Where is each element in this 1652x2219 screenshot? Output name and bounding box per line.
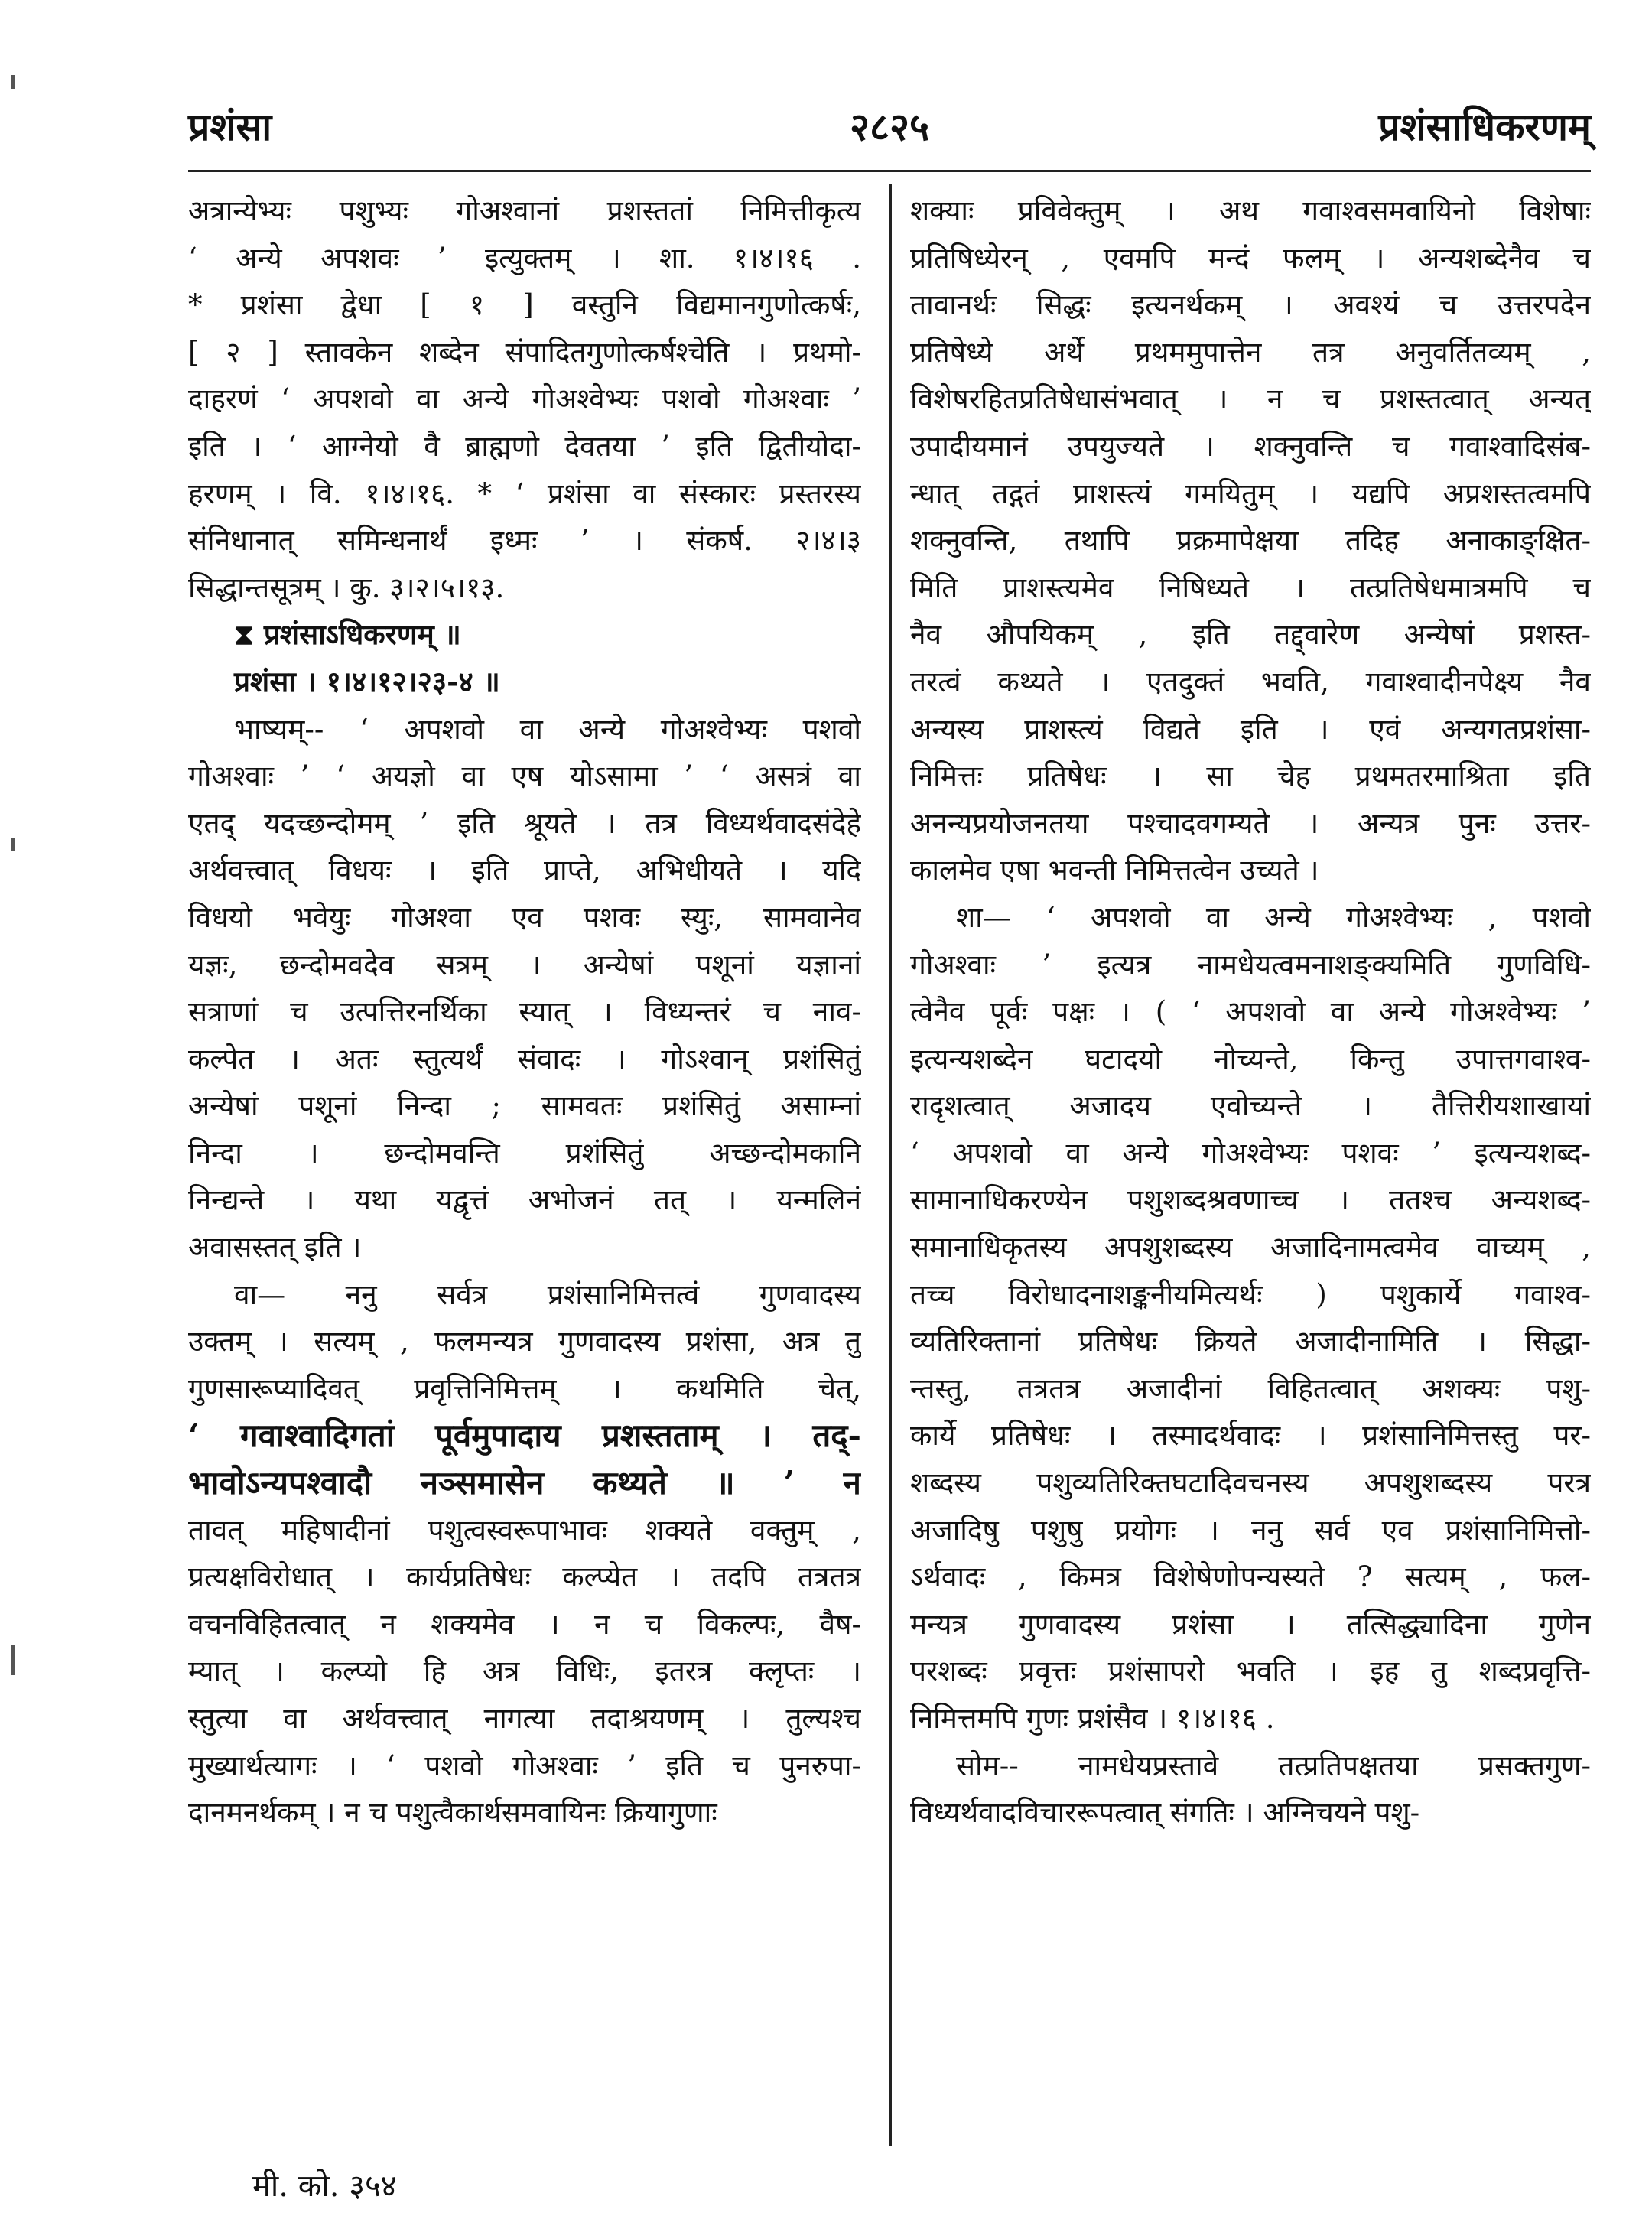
right-column-line: रादृशत्वात् अजादय एवोच्यन्ते । तैत्तिरीयशाखायां — [910, 1089, 1591, 1123]
left-column-line: ⧗ प्रशंसाऽधिकरणम् ॥ — [234, 617, 461, 652]
left-column-line: एतद् यदच्छन्दोमम् ’ इति श्रूयते । तत्र विध्यर्थवादसंदेहे — [188, 806, 861, 840]
left-column-line: यज्ञः, छन्दोमवदेव सत्रम् । अन्येषां पशूनां यज्ञानां — [188, 948, 861, 981]
header-left-title: प्रशंसा — [188, 104, 272, 149]
left-column-line: भाष्यम्-- ‘ अपशवो वा अन्ये गोअश्वेभ्यः पशवो — [234, 712, 861, 746]
right-column-line: शक्याः प्रविवेक्तुम् । अथ गवाश्वसमवायिनो विशेषाः — [910, 194, 1591, 227]
left-column-line: प्रत्यक्षविरोधात् । कार्यप्रतिषेधः कल्प्येत । तदपि तत्रतत्र — [188, 1560, 861, 1594]
scan-mark — [11, 838, 15, 851]
page-number: २८२५ — [850, 104, 929, 149]
left-column-line: सिद्धान्तसूत्रम् । कु. ३।२।५।१३. — [188, 571, 505, 604]
left-column-line: संनिधानात् समिन्धनार्थं इध्मः ’ । संकर्ष. २।४।३ — [188, 524, 861, 558]
right-column-line: नैव औपयिकम् , इति तद्द्वारेण अन्येषां प्रशस्त- — [910, 618, 1591, 652]
right-column-line: शक्नुवन्ति, तथापि प्रक्रमापेक्षया तदिह अनाकाङ्क्षित- — [910, 524, 1591, 558]
left-column-line: तावत् महिषादीनां पशुत्वस्वरूपाभावः शक्यते वक्तुम् , — [188, 1513, 861, 1547]
left-column-line: वचनविहितत्वात् न शक्यमेव । न च विकल्पः, वैष- — [188, 1607, 861, 1641]
header-rule — [188, 170, 1591, 172]
left-column-line: वा— ननु सर्वत्र प्रशंसानिमित्तत्वं गुणवादस्य — [234, 1277, 861, 1311]
right-column-line: निमित्तः प्रतिषेधः । सा चेह प्रथमतरमाश्रिता इति — [910, 760, 1591, 793]
left-column-line: विधयो भवेयुः गोअश्वा एव पशवः स्युः, सामवानेव — [188, 900, 861, 934]
right-column-line: निमित्तमपि गुणः प्रशंसैव । १।४।१६ . — [910, 1702, 1275, 1735]
right-column-line: विशेषरहितप्रतिषेधासंभवात् । न च प्रशस्तत्वात् अन्यत् — [910, 382, 1591, 416]
right-column-line: इत्यन्यशब्देन घटादयो नोच्यन्ते, किन्तु उपात्तगवाश्व- — [910, 1042, 1591, 1075]
right-column-line: मिति प्राशस्त्यमेव निषिध्यते । तत्प्रतिषेधमात्रमपि च — [910, 571, 1591, 604]
scan-mark — [11, 75, 15, 89]
left-column-line: सत्राणां च उत्पत्तिरनर्थिका स्यात् । विध्यन्तरं च नाव- — [188, 995, 861, 1029]
left-column-line: दानमनर्थकम् । न च पशुत्वैकार्थसमवायिनः क्रियागुणाः — [188, 1796, 717, 1830]
running-header — [188, 99, 1591, 168]
column-divider — [889, 184, 892, 2146]
left-column-line: उक्तम् । सत्यम् , फलमन्यत्र गुणवादस्य प्रशंसा, अत्र तु — [188, 1325, 861, 1358]
left-column-line: भावोऽन्यपश्वादौ नञ्समासेन कथ्यते ॥ ’ न — [188, 1464, 861, 1502]
right-column-line: कार्ये प्रतिषेधः । तस्मादर्थवादः । प्रशंसानिमित्तस्तु पर- — [910, 1419, 1591, 1453]
right-column-line: न्धात् तद्गतं प्राशस्त्यं गमयितुम् । यद्यपि अप्रशस्तत्वमपि — [910, 477, 1591, 510]
right-column-line: परशब्दः प्रवृत्तः प्रशंसापरो भवति । इह तु शब्दप्रवृत्ति- — [910, 1654, 1591, 1688]
right-column-line: व्यतिरिक्तानां प्रतिषेधः क्रियते अजादीनामिति । सिद्धा- — [910, 1325, 1591, 1358]
right-column-line: गोअश्वाः ’ इत्यत्र नामधेयत्वमनाशङ्क्यमिति गुणविधि- — [910, 948, 1591, 981]
right-column-line: उपादीयमानं उपयुज्यते । शक्नुवन्ति च गवाश्वादिसंब- — [910, 429, 1591, 463]
right-column-line: ‘ अपशवो वा अन्ये गोअश्वेभ्यः पशवः ’ इत्यन्यशब्द- — [910, 1136, 1591, 1170]
left-column-line: प्रशंसा । १।४।१२।२३-४ ॥ — [234, 664, 500, 698]
right-column-line: अन्यस्य प्राशस्त्यं विद्यते इति । एवं अन्यगतप्रशंसा- — [910, 712, 1591, 746]
left-column-line: अवासस्तत् इति । — [188, 1231, 362, 1264]
left-column-line: कल्पेत । अतः स्तुत्यर्थं संवादः । गोऽश्वान् प्रशंसितुं — [188, 1042, 861, 1075]
left-column-line: निन्दा । छन्दोमवन्ति प्रशंसितुं अच्छन्दोमकानि — [188, 1136, 861, 1170]
right-column-line: तरत्वं कथ्यते । एतदुक्तं भवति, गवाश्वादीनपेक्ष्य नैव — [910, 665, 1591, 698]
left-column-line: मुख्यार्थत्यागः । ‘ पशवो गोअश्वाः ’ इति च पुनरुपा- — [188, 1749, 861, 1782]
left-column-line: ‘ गवाश्वादिगतां पूर्वमुपादाय प्रशस्तताम् । तद्- — [188, 1417, 861, 1455]
header-right-title: प्रशंसाधिकरणम् — [1378, 104, 1591, 149]
left-column-line: हरणम् । वि. १।४।१६. * ‘ प्रशंसा वा संस्कारः प्रस्तरस्य — [188, 477, 861, 510]
left-column-line: दाहरणं ‘ अपशवो वा अन्ये गोअश्वेभ्यः पशवो गोअश्वाः ’ — [188, 382, 861, 416]
left-column-line: * प्रशंसा द्वेधा [ १ ] वस्तुनि विद्यमानगुणोत्कर्षः, — [188, 288, 861, 322]
right-column-line: तच्च विरोधादनाशङ्कनीयमित्यर्थः ) पशुकार्ये गवाश्व- — [910, 1277, 1591, 1311]
left-column-line: अन्येषां पशूनां निन्दा ; सामवतः प्रशंसितुं असाम्नां — [188, 1089, 861, 1123]
left-column-line: ‘ अन्ये अपशवः ’ इत्युक्तम् । शा. १।४।१६ . — [188, 241, 861, 275]
right-column-line: न्तस्तु, तत्रतत्र अजादीनां विहितत्वात् अशक्यः पशु- — [910, 1371, 1591, 1405]
right-column-line: शा— ‘ अपशवो वा अन्ये गोअश्वेभ्यः , पशवो — [956, 900, 1591, 934]
right-column-line: तावानर्थः सिद्धः इत्यनर्थकम् । अवश्यं च उत्तरपदेन — [910, 288, 1591, 322]
right-column — [910, 187, 1591, 1837]
right-column-line: ऽर्थवादः , किमत्र विशेषेणोपन्यस्यते ? सत्यम् , फल- — [910, 1560, 1591, 1594]
left-column — [188, 187, 861, 1837]
right-column-line: सामानाधिकरण्येन पशुशब्दश्रवणाच्च । ततश्च अन्यशब्द- — [910, 1183, 1591, 1217]
right-column-line: मन्यत्र गुणवादस्य प्रशंसा । तत्सिद्ध्यादिना गुणेन — [910, 1607, 1591, 1641]
right-column-line: अनन्यप्रयोजनतया पश्चादवगम्यते । अन्यत्र पुनः उत्तर- — [910, 806, 1591, 840]
right-column-line: समानाधिकृतस्य अपशुशब्दस्य अजादिनामत्वमेव वाच्यम् , — [910, 1231, 1591, 1264]
left-column-line: म्यात् । कल्प्यो हि अत्र विधिः, इतरत्र क्लृप्तः । — [188, 1654, 861, 1688]
right-column-line: कालमेव एषा भवन्ती निमित्तत्वेन उच्यते । — [910, 854, 1319, 887]
right-column-line: अजादिषु पशुषु प्रयोगः । ननु सर्व एव प्रशंसानिमित्तो- — [910, 1513, 1591, 1547]
right-column-line: प्रतिषिध्येरन् , एवमपि मन्दं फलम् । अन्यशब्देनैव च — [910, 241, 1591, 275]
signature-mark: मी. को. ३५४ — [252, 2169, 397, 2204]
right-column-line: सोम-- नामधेयप्रस्तावे तत्प्रतिपक्षतया प्रसक्तगुण- — [956, 1749, 1591, 1782]
left-column-line: निन्द्यन्ते । यथा यद्वृत्तं अभोजनं तत् । यन्मलिनं — [188, 1183, 861, 1217]
right-column-line: विध्यर्थवादविचाररूपत्वात् संगतिः । अग्निचयने पशु- — [910, 1796, 1420, 1830]
left-column-line: गुणसारूप्यादिवत् प्रवृत्तिनिमित्तम् । कथमिति चेत्, — [188, 1371, 861, 1405]
scan-mark — [11, 1645, 15, 1675]
left-column-line: स्तुत्या वा अर्थवत्त्वात् नागत्या तदाश्रयणम् । तुल्यश्च — [188, 1702, 861, 1735]
left-column-line: [ २ ] स्तावकेन शब्देन संपादितगुणोत्कर्षश्चेति । प्रथमो- — [188, 335, 861, 369]
left-column-line: इति । ‘ आग्नेयो वै ब्राह्मणो देवतया ’ इति द्वितीयोदा- — [188, 429, 861, 463]
left-column-line: गोअश्वाः ’ ‘ अयज्ञो वा एष योऽसामा ’ ‘ असत्रं वा — [188, 760, 861, 793]
left-column-line: अत्रान्येभ्यः पशुभ्यः गोअश्वानां प्रशस्ततां निमित्तीकृत्य — [188, 194, 861, 227]
right-column-line: शब्दस्य पशुव्यतिरिक्तघटादिवचनस्य अपशुशब्दस्य परत्र — [910, 1466, 1591, 1500]
left-column-line: अर्थवत्त्वात् विधयः । इति प्राप्ते, अभिधीयते । यदि — [188, 854, 861, 887]
right-column-line: त्वेनैव पूर्वः पक्षः । ( ‘ अपशवो वा अन्ये गोअश्वेभ्यः ’ — [910, 995, 1591, 1029]
right-column-line: प्रतिषेध्ये अर्थे प्रथममुपात्तेन तत्र अनुवर्तितव्यम् , — [910, 335, 1591, 369]
